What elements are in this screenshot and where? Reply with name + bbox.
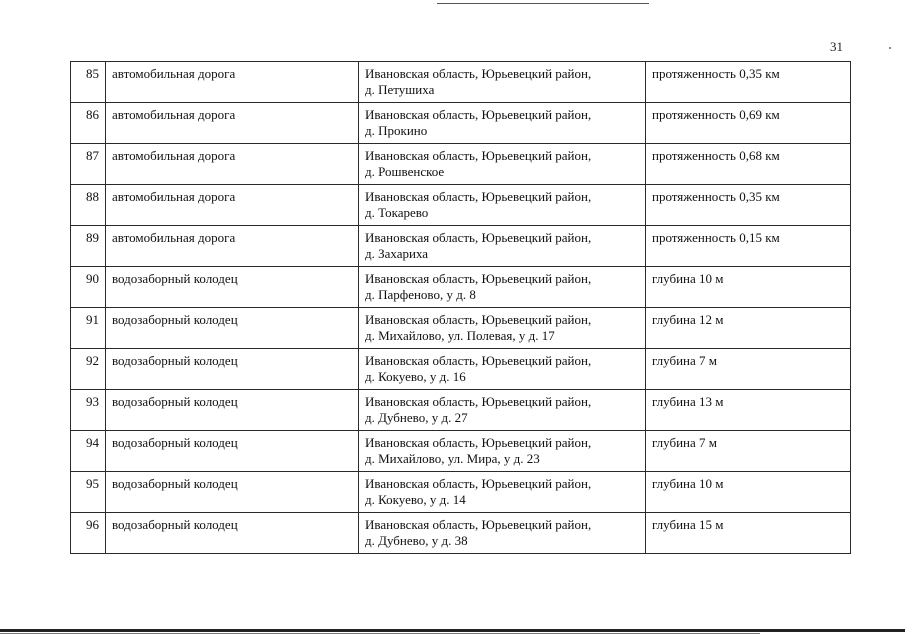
registry-table bbox=[70, 61, 851, 554]
object-characteristic: глубина 10 м bbox=[646, 267, 851, 308]
object-address bbox=[359, 390, 646, 431]
object-characteristic: протяженность 0,35 км bbox=[646, 185, 851, 226]
object-name: водозаборный колодец bbox=[106, 431, 359, 472]
address-line-2: д. Дубнево, у д. 38 bbox=[365, 533, 468, 548]
object-characteristic: глубина 15 м bbox=[646, 513, 851, 554]
object-address bbox=[359, 144, 646, 185]
row-number: 93 bbox=[71, 390, 106, 431]
object-name: водозаборный колодец bbox=[106, 308, 359, 349]
row-number: 89 bbox=[71, 226, 106, 267]
object-characteristic: глубина 7 м bbox=[646, 431, 851, 472]
address-line-2: д. Кокуево, у д. 14 bbox=[365, 492, 466, 507]
object-characteristic: глубина 13 м bbox=[646, 390, 851, 431]
address-line-1: Ивановская область, Юрьевецкий район, bbox=[365, 148, 592, 163]
row-number: 94 bbox=[71, 431, 106, 472]
address-line-1: Ивановская область, Юрьевецкий район, bbox=[365, 312, 592, 327]
top-rule bbox=[437, 3, 649, 4]
address-line-1: Ивановская область, Юрьевецкий район, bbox=[365, 189, 592, 204]
address-line-1: Ивановская область, Юрьевецкий район, bbox=[365, 107, 592, 122]
bottom-rule bbox=[0, 629, 905, 632]
row-number: 85 bbox=[71, 62, 106, 103]
object-name: автомобильная дорога bbox=[106, 62, 359, 103]
object-name: автомобильная дорога bbox=[106, 103, 359, 144]
object-address bbox=[359, 349, 646, 390]
table-row bbox=[71, 103, 851, 144]
address-line-2: д. Парфеново, у д. 8 bbox=[365, 287, 476, 302]
table-row bbox=[71, 513, 851, 554]
address-line-1: Ивановская область, Юрьевецкий район, bbox=[365, 435, 592, 450]
table-row bbox=[71, 267, 851, 308]
address-line-1: Ивановская область, Юрьевецкий район, bbox=[365, 394, 592, 409]
table-row bbox=[71, 185, 851, 226]
address-line-1: Ивановская область, Юрьевецкий район, bbox=[365, 271, 592, 286]
object-name: водозаборный колодец bbox=[106, 390, 359, 431]
object-characteristic: глубина 7 м bbox=[646, 349, 851, 390]
row-number: 90 bbox=[71, 267, 106, 308]
table-row bbox=[71, 472, 851, 513]
address-line-2: д. Петушиха bbox=[365, 82, 435, 97]
address-line-1: Ивановская область, Юрьевецкий район, bbox=[365, 476, 592, 491]
row-number: 95 bbox=[71, 472, 106, 513]
object-address bbox=[359, 185, 646, 226]
table-row bbox=[71, 390, 851, 431]
object-name: водозаборный колодец bbox=[106, 513, 359, 554]
row-number: 96 bbox=[71, 513, 106, 554]
page-number: 31 bbox=[830, 39, 843, 54]
address-line-1: Ивановская область, Юрьевецкий район, bbox=[365, 66, 592, 81]
object-characteristic: глубина 12 м bbox=[646, 308, 851, 349]
object-name: автомобильная дорога bbox=[106, 226, 359, 267]
address-line-2: д. Михайлово, ул. Полевая, у д. 17 bbox=[365, 328, 555, 343]
object-address bbox=[359, 472, 646, 513]
table-row bbox=[71, 144, 851, 185]
object-name: водозаборный колодец bbox=[106, 267, 359, 308]
address-line-1: Ивановская область, Юрьевецкий район, bbox=[365, 517, 592, 532]
object-address bbox=[359, 308, 646, 349]
object-name: автомобильная дорога bbox=[106, 144, 359, 185]
address-line-2: д. Рошвенское bbox=[365, 164, 445, 179]
address-line-2: д. Токарево bbox=[365, 205, 429, 220]
object-address bbox=[359, 62, 646, 103]
table-row bbox=[71, 226, 851, 267]
object-name: автомобильная дорога bbox=[106, 185, 359, 226]
object-address bbox=[359, 431, 646, 472]
table-row bbox=[71, 62, 851, 103]
object-characteristic: протяженность 0,68 км bbox=[646, 144, 851, 185]
address-line-2: д. Дубнево, у д. 27 bbox=[365, 410, 468, 425]
row-number: 86 bbox=[71, 103, 106, 144]
address-line-1: Ивановская область, Юрьевецкий район, bbox=[365, 230, 592, 245]
table-row bbox=[71, 431, 851, 472]
object-address bbox=[359, 513, 646, 554]
object-characteristic: протяженность 0,35 км bbox=[646, 62, 851, 103]
object-characteristic: протяженность 0,15 км bbox=[646, 226, 851, 267]
bottom-rule-secondary bbox=[0, 633, 760, 634]
address-line-2: д. Кокуево, у д. 16 bbox=[365, 369, 466, 384]
object-address bbox=[359, 226, 646, 267]
table-row bbox=[71, 349, 851, 390]
address-line-2: д. Михайлово, ул. Мира, у д. 23 bbox=[365, 451, 540, 466]
object-characteristic: протяженность 0,69 км bbox=[646, 103, 851, 144]
row-number: 88 bbox=[71, 185, 106, 226]
object-characteristic: глубина 10 м bbox=[646, 472, 851, 513]
scan-speck bbox=[889, 47, 891, 49]
object-address bbox=[359, 267, 646, 308]
address-line-1: Ивановская область, Юрьевецкий район, bbox=[365, 353, 592, 368]
object-name: водозаборный колодец bbox=[106, 349, 359, 390]
row-number: 87 bbox=[71, 144, 106, 185]
address-line-2: д. Захариха bbox=[365, 246, 429, 261]
object-address bbox=[359, 103, 646, 144]
row-number: 91 bbox=[71, 308, 106, 349]
row-number: 92 bbox=[71, 349, 106, 390]
registry-table-body bbox=[71, 62, 851, 554]
address-line-2: д. Прокино bbox=[365, 123, 428, 138]
table-row bbox=[71, 308, 851, 349]
object-name: водозаборный колодец bbox=[106, 472, 359, 513]
